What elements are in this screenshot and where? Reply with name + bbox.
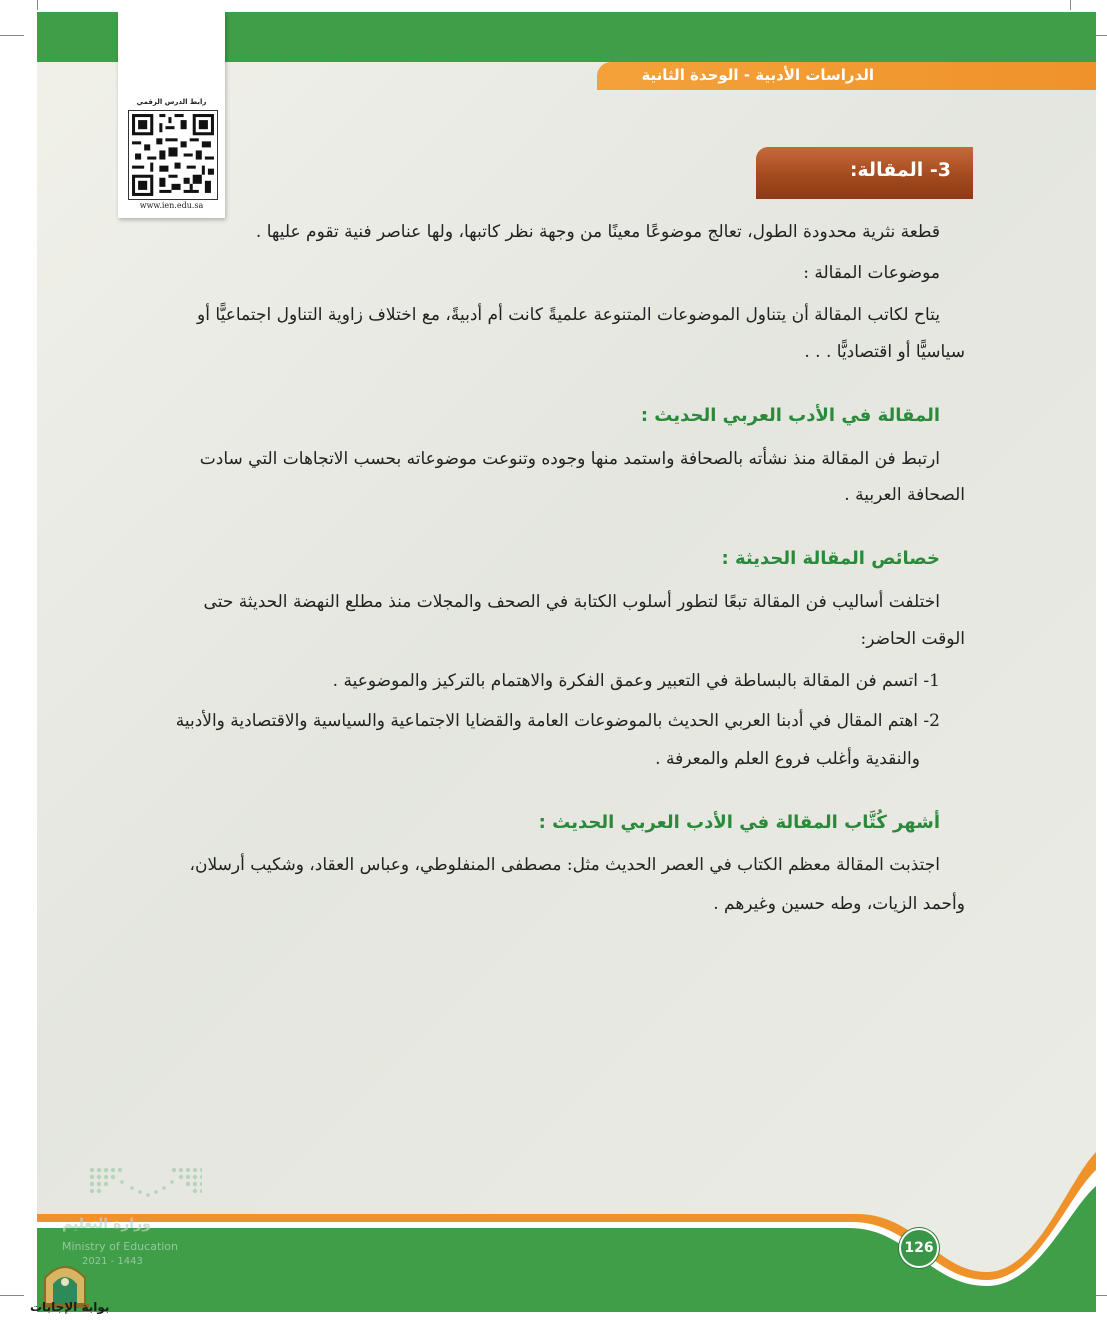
watermark-text: بوابة الإجابات — [30, 1300, 110, 1314]
topics-text-line1: يتاح لكاتب المقالة أن يتناول الموضوعات المتنوعة علميةً كانت أم أدبيةً، مع اختلاف زاوية التناول اجتماعيًّا أو — [197, 305, 940, 325]
book-page — [37, 12, 1096, 1312]
unit-header-bar — [597, 62, 1096, 90]
writers-text-line2: وأحمد الزيات، وطه حسين وغيرهم . — [713, 894, 965, 914]
features-heading: خصائص المقالة الحديثة : — [721, 548, 940, 569]
modern-text-line2: الصحافة العربية . — [844, 485, 965, 505]
qr-label: رابط الدرس الرقمي — [136, 98, 207, 106]
writers-text-line1: اجتذبت المقالة معظم الكتاب في العصر الحديث مثل: مصطفى المنفلوطي، وعباس العقاد، وشكيب أرسلان، — [189, 855, 940, 875]
section-title: 3- المقالة: — [849, 159, 951, 181]
qr-card[interactable] — [118, 12, 225, 218]
edition-year: 2021 - 1443 — [82, 1256, 143, 1267]
qr-code-icon[interactable] — [128, 110, 218, 200]
qr-url[interactable]: www.ien.edu.sa — [139, 201, 204, 210]
page-number: 126 — [899, 1228, 939, 1268]
section-title-tab — [756, 147, 973, 199]
crop-mark — [37, 0, 38, 10]
modern-article-heading: المقالة في الأدب العربي الحديث : — [640, 405, 940, 426]
features-text-line2: الوقت الحاضر: — [860, 629, 965, 649]
crop-mark — [1070, 0, 1071, 10]
unit-title: الدراسات الأدبية - الوحدة الثانية — [641, 66, 874, 84]
topics-label: موضوعات المقالة : — [803, 263, 940, 283]
crop-mark — [0, 35, 24, 36]
crop-mark — [0, 1295, 24, 1296]
ministry-name-ar: وزارة التعليم — [62, 1216, 151, 1232]
ministry-name-en: Ministry of Education — [62, 1240, 179, 1253]
writers-heading: أشهر كُتَّاب المقالة في الأدب العربي الحديث : — [538, 812, 940, 833]
definition-text: قطعة نثرية محدودة الطول، تعالج موضوعًا معينًا من وجهة نظر كاتبها، ولها عناصر فنية تقوم عليها . — [255, 222, 940, 242]
feature-item-2-line2: والنقدية وأغلب فروع العلم والمعرفة . — [655, 749, 920, 769]
feature-item-2-line1: 2- اهتم المقال في أدبنا العربي الحديث بالموضوعات العامة والقضايا الاجتماعية والسياسية والاقتصادية والأدبية — [175, 711, 940, 731]
modern-text-line1: ارتبط فن المقالة منذ نشأته بالصحافة واستمد منها وجوده وتنوعت موضوعاته بحسب الاتجاهات التي سادت — [199, 449, 940, 469]
feature-item-1: 1- اتسم فن المقالة بالبساطة في التعبير وعمق الفكرة والاهتمام بالتركيز والموضوعية . — [332, 671, 940, 691]
topics-text-line2: سياسيًّا أو اقتصاديًّا . . . — [804, 342, 965, 362]
features-text-line1: اختلفت أساليب فن المقالة تبعًا لتطور أسلوب الكتابة في الصحف والمجلات منذ مطلع النهضة الحديثة حتى — [203, 592, 940, 612]
